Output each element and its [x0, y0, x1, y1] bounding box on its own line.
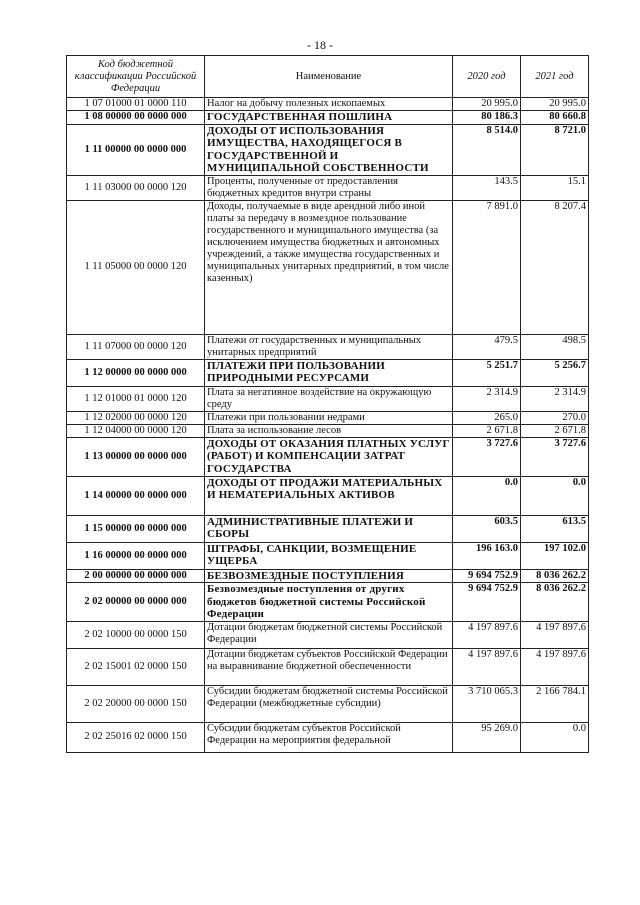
- row-code: 1 14 00000 00 0000 000: [67, 476, 205, 515]
- row-value-2020: 603.5: [453, 515, 521, 542]
- table-row: [67, 476, 589, 515]
- row-value-2021: 20 995.0: [521, 98, 589, 111]
- row-name: Дотации бюджетам субъектов Российской Федерации на выравнивание бюджетной обеспеченности: [205, 648, 453, 685]
- row-name: Безвозмездные поступления от других бюджетов бюджетной системы Российской Федерации: [205, 583, 453, 622]
- row-value-2021: 15.1: [521, 175, 589, 200]
- row-value-2020: 4 197 897.6: [453, 648, 521, 685]
- table-row: [67, 685, 589, 722]
- page-number: - 18 -: [307, 38, 333, 52]
- table-row: [67, 722, 589, 752]
- row-code: 1 07 01000 01 0000 110: [67, 98, 205, 111]
- row-value-2021: 270.0: [521, 411, 589, 424]
- table-row: [67, 124, 589, 175]
- header-2020: 2020 год: [453, 56, 521, 98]
- header-code: Код бюджетной классификации Российской Федерации: [67, 56, 205, 98]
- table-row: [67, 583, 589, 622]
- row-value-2020: 143.5: [453, 175, 521, 200]
- row-value-2020: 5 251.7: [453, 359, 521, 386]
- table-row: [67, 98, 589, 111]
- row-value-2020: 7 891.0: [453, 200, 521, 334]
- row-code: 1 11 00000 00 0000 000: [67, 124, 205, 175]
- table-row: [67, 542, 589, 569]
- row-value-2020: 9 694 752.9: [453, 583, 521, 622]
- row-name: ШТРАФЫ, САНКЦИИ, ВОЗМЕЩЕНИЕ УЩЕРБА: [205, 542, 453, 569]
- row-value-2020: 196 163.0: [453, 542, 521, 569]
- table-row: [67, 200, 589, 334]
- row-value-2021: 197 102.0: [521, 542, 589, 569]
- row-code: 2 02 20000 00 0000 150: [67, 685, 205, 722]
- table-row: [67, 411, 589, 424]
- row-name: Проценты, полученные от предоставления бюджетных кредитов внутри страны: [205, 175, 453, 200]
- row-value-2020: 2 314.9: [453, 386, 521, 411]
- table-row: [67, 386, 589, 411]
- budget-table: [66, 55, 589, 753]
- row-code: 1 11 05000 00 0000 120: [67, 200, 205, 334]
- row-name: АДМИНИСТРАТИВНЫЕ ПЛАТЕЖИ И СБОРЫ: [205, 515, 453, 542]
- row-value-2020: 265.0: [453, 411, 521, 424]
- row-value-2021: 8 721.0: [521, 124, 589, 175]
- row-value-2021: 0.0: [521, 722, 589, 752]
- row-code: 1 12 01000 01 0000 120: [67, 386, 205, 411]
- row-value-2020: 3 727.6: [453, 437, 521, 476]
- row-name: ПЛАТЕЖИ ПРИ ПОЛЬЗОВАНИИ ПРИРОДНЫМИ РЕСУРСАМИ: [205, 359, 453, 386]
- row-name: Субсидии бюджетам бюджетной системы Российской Федерации (межбюджетные субсидии): [205, 685, 453, 722]
- row-name: Субсидии бюджетам субъектов Российской Федерации на мероприятия федеральной: [205, 722, 453, 752]
- row-value-2021: 2 671.8: [521, 424, 589, 437]
- row-name: Налог на добычу полезных ископаемых: [205, 98, 453, 111]
- row-value-2021: 8 036 262.2: [521, 569, 589, 583]
- row-name: ДОХОДЫ ОТ ИСПОЛЬЗОВАНИЯ ИМУЩЕСТВА, НАХОДЯЩЕГОСЯ В ГОСУДАРСТВЕННОЙ И МУНИЦИПАЛЬНОЙ СОБСТВЕННОСТИ: [205, 124, 453, 175]
- row-code: 2 02 00000 00 0000 000: [67, 583, 205, 622]
- row-value-2020: 479.5: [453, 334, 521, 359]
- row-value-2021: 4 197 897.6: [521, 621, 589, 648]
- row-code: 1 13 00000 00 0000 000: [67, 437, 205, 476]
- row-name: ДОХОДЫ ОТ ОКАЗАНИЯ ПЛАТНЫХ УСЛУГ (РАБОТ) И КОМПЕНСАЦИИ ЗАТРАТ ГОСУДАРСТВА: [205, 437, 453, 476]
- row-name: Плата за использование лесов: [205, 424, 453, 437]
- row-code: 1 11 07000 00 0000 120: [67, 334, 205, 359]
- row-name: Доходы, получаемые в виде арендной либо иной платы за передачу в возмездное пользование государственного и муниципального имущества (за исключением имущества бюджетных и автономных учреждений, а также имущества государственных и муниципальных унитарных предприятий, в том числе казенных): [205, 200, 453, 334]
- row-name: ГОСУДАРСТВЕННАЯ ПОШЛИНА: [205, 111, 453, 125]
- row-value-2020: 9 694 752.9: [453, 569, 521, 583]
- row-value-2021: 8 036 262.2: [521, 583, 589, 622]
- row-name: БЕЗВОЗМЕЗДНЫЕ ПОСТУПЛЕНИЯ: [205, 569, 453, 583]
- row-value-2020: 4 197 897.6: [453, 621, 521, 648]
- table-row: [67, 515, 589, 542]
- row-value-2020: 2 671.8: [453, 424, 521, 437]
- row-value-2020: 95 269.0: [453, 722, 521, 752]
- row-value-2020: 80 186.3: [453, 111, 521, 125]
- table-body: [67, 98, 589, 753]
- row-value-2021: 8 207.4: [521, 200, 589, 334]
- row-value-2021: 613.5: [521, 515, 589, 542]
- row-value-2021: 2 166 784.1: [521, 685, 589, 722]
- table-row: [67, 424, 589, 437]
- table-row: [67, 359, 589, 386]
- row-value-2020: 8 514.0: [453, 124, 521, 175]
- row-code: 1 08 00000 00 0000 000: [67, 111, 205, 125]
- row-name: Плата за негативное воздействие на окружающую среду: [205, 386, 453, 411]
- row-value-2021: 3 727.6: [521, 437, 589, 476]
- row-code: 2 02 15001 02 0000 150: [67, 648, 205, 685]
- row-code: 1 11 03000 00 0000 120: [67, 175, 205, 200]
- table-header-row: [67, 56, 589, 98]
- row-code: 1 12 00000 00 0000 000: [67, 359, 205, 386]
- row-code: 1 16 00000 00 0000 000: [67, 542, 205, 569]
- row-value-2021: 498.5: [521, 334, 589, 359]
- row-value-2021: 5 256.7: [521, 359, 589, 386]
- row-code: 2 02 10000 00 0000 150: [67, 621, 205, 648]
- row-code: 1 12 02000 00 0000 120: [67, 411, 205, 424]
- row-code: 1 15 00000 00 0000 000: [67, 515, 205, 542]
- table-row: [67, 569, 589, 583]
- row-value-2020: 0.0: [453, 476, 521, 515]
- row-value-2021: 0.0: [521, 476, 589, 515]
- table-row: [67, 111, 589, 125]
- row-value-2021: 4 197 897.6: [521, 648, 589, 685]
- row-name: Платежи при пользовании недрами: [205, 411, 453, 424]
- row-name: Платежи от государственных и муниципальных унитарных предприятий: [205, 334, 453, 359]
- table-row: [67, 621, 589, 648]
- table-row: [67, 175, 589, 200]
- row-value-2020: 3 710 065.3: [453, 685, 521, 722]
- row-value-2020: 20 995.0: [453, 98, 521, 111]
- header-name: Наименование: [205, 56, 453, 98]
- table-row: [67, 437, 589, 476]
- row-name: Дотации бюджетам бюджетной системы Российской Федерации: [205, 621, 453, 648]
- row-code: 2 02 25016 02 0000 150: [67, 722, 205, 752]
- row-value-2021: 2 314.9: [521, 386, 589, 411]
- table-row: [67, 648, 589, 685]
- table-row: [67, 334, 589, 359]
- row-code: 2 00 00000 00 0000 000: [67, 569, 205, 583]
- row-name: ДОХОДЫ ОТ ПРОДАЖИ МАТЕРИАЛЬНЫХ И НЕМАТЕРИАЛЬНЫХ АКТИВОВ: [205, 476, 453, 515]
- row-code: 1 12 04000 00 0000 120: [67, 424, 205, 437]
- row-value-2021: 80 660.8: [521, 111, 589, 125]
- header-2021: 2021 год: [521, 56, 589, 98]
